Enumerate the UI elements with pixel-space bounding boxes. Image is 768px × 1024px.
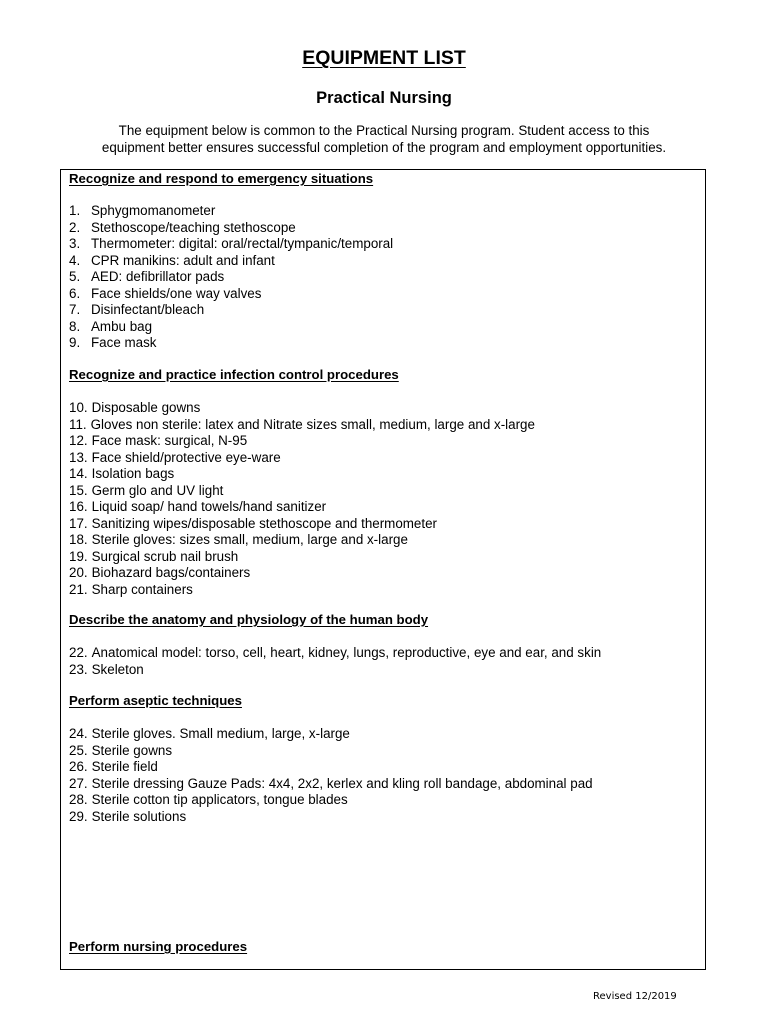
intro-line: equipment better ensures successful completion of the program and employment opportunities. — [101, 139, 667, 155]
list-item: 14. Isolation bags — [69, 466, 175, 481]
section-heading-infection-control: Recognize and practice infection control procedures — [69, 367, 399, 382]
list-item: 4. CPR manikins: adult and infant — [69, 252, 275, 268]
list-item: 23. Skeleton — [69, 661, 144, 677]
list-item: 22. Anatomical model: torso, cell, heart, kidney, lungs, reproductive, eye and ear, and skin — [69, 645, 602, 660]
intro-line: The equipment below is common to the Practical Nursing program. Student access to this — [118, 123, 650, 138]
list-item: 12. Face mask: surgical, N-95 — [69, 433, 248, 448]
list-item: 3. Thermometer: digital: oral/rectal/tympanic/temporal — [69, 236, 394, 251]
list-item: 29. Sterile solutions — [69, 808, 187, 824]
list-item: 18. Sterile gloves: sizes small, medium, large and x-large — [69, 532, 408, 547]
list-item: 13. Face shield/protective eye-ware — [69, 449, 281, 465]
list-item: 7. Disinfectant/bleach — [69, 302, 205, 317]
section-heading-anatomy: Describe the anatomy and physiology of the human body — [69, 612, 429, 627]
list-item: 17. Sanitizing wipes/disposable stethoscope and thermometer — [69, 515, 438, 531]
list-item: 1. Sphygmomanometer — [69, 203, 216, 218]
section-heading-nursing-procedures: Perform nursing procedures — [69, 939, 248, 954]
intro-paragraph — [90, 123, 678, 156]
list-item: 9. Face mask — [69, 335, 157, 350]
list-item: 24. Sterile gloves. Small medium, large, x-large — [69, 726, 350, 741]
revision-date: Revised 12/2019 — [593, 991, 677, 1002]
list-item: 5. AED: defibrillator pads — [69, 269, 225, 284]
page-title: EQUIPMENT LIST — [302, 47, 466, 69]
list-item: 6. Face shields/one way valves — [69, 285, 262, 301]
list-item: 15. Germ glo and UV light — [69, 482, 224, 498]
list-item: 26. Sterile field — [69, 759, 158, 774]
list-item: 11. Gloves non sterile: latex and Nitrate sizes small, medium, large and x-large — [69, 416, 535, 432]
list-item: 16. Liquid soap/ hand towels/hand sanitizer — [69, 499, 327, 514]
list-item: 25. Sterile gowns — [69, 742, 173, 758]
list-item: 10. Disposable gowns — [69, 400, 201, 415]
list-item: 19. Surgical scrub nail brush — [69, 548, 239, 564]
list-item: 28. Sterile cotton tip applicators, tongue blades — [69, 792, 348, 807]
list-item: 21. Sharp containers — [69, 581, 193, 597]
list-item: 20. Biohazard bags/containers — [69, 565, 251, 580]
page-subtitle: Practical Nursing — [316, 89, 452, 107]
equipment-list-box — [60, 169, 706, 970]
list-item: 8. Ambu bag — [69, 318, 153, 334]
list-item: 27. Sterile dressing Gauze Pads: 4x4, 2x2, kerlex and kling roll bandage, abdominal pad — [69, 775, 593, 791]
section-heading-aseptic: Perform aseptic techniques — [69, 693, 242, 708]
list-item: 2. Stethoscope/teaching stethoscope — [69, 219, 296, 235]
section-heading-emergency: Recognize and respond to emergency situations — [69, 171, 374, 186]
